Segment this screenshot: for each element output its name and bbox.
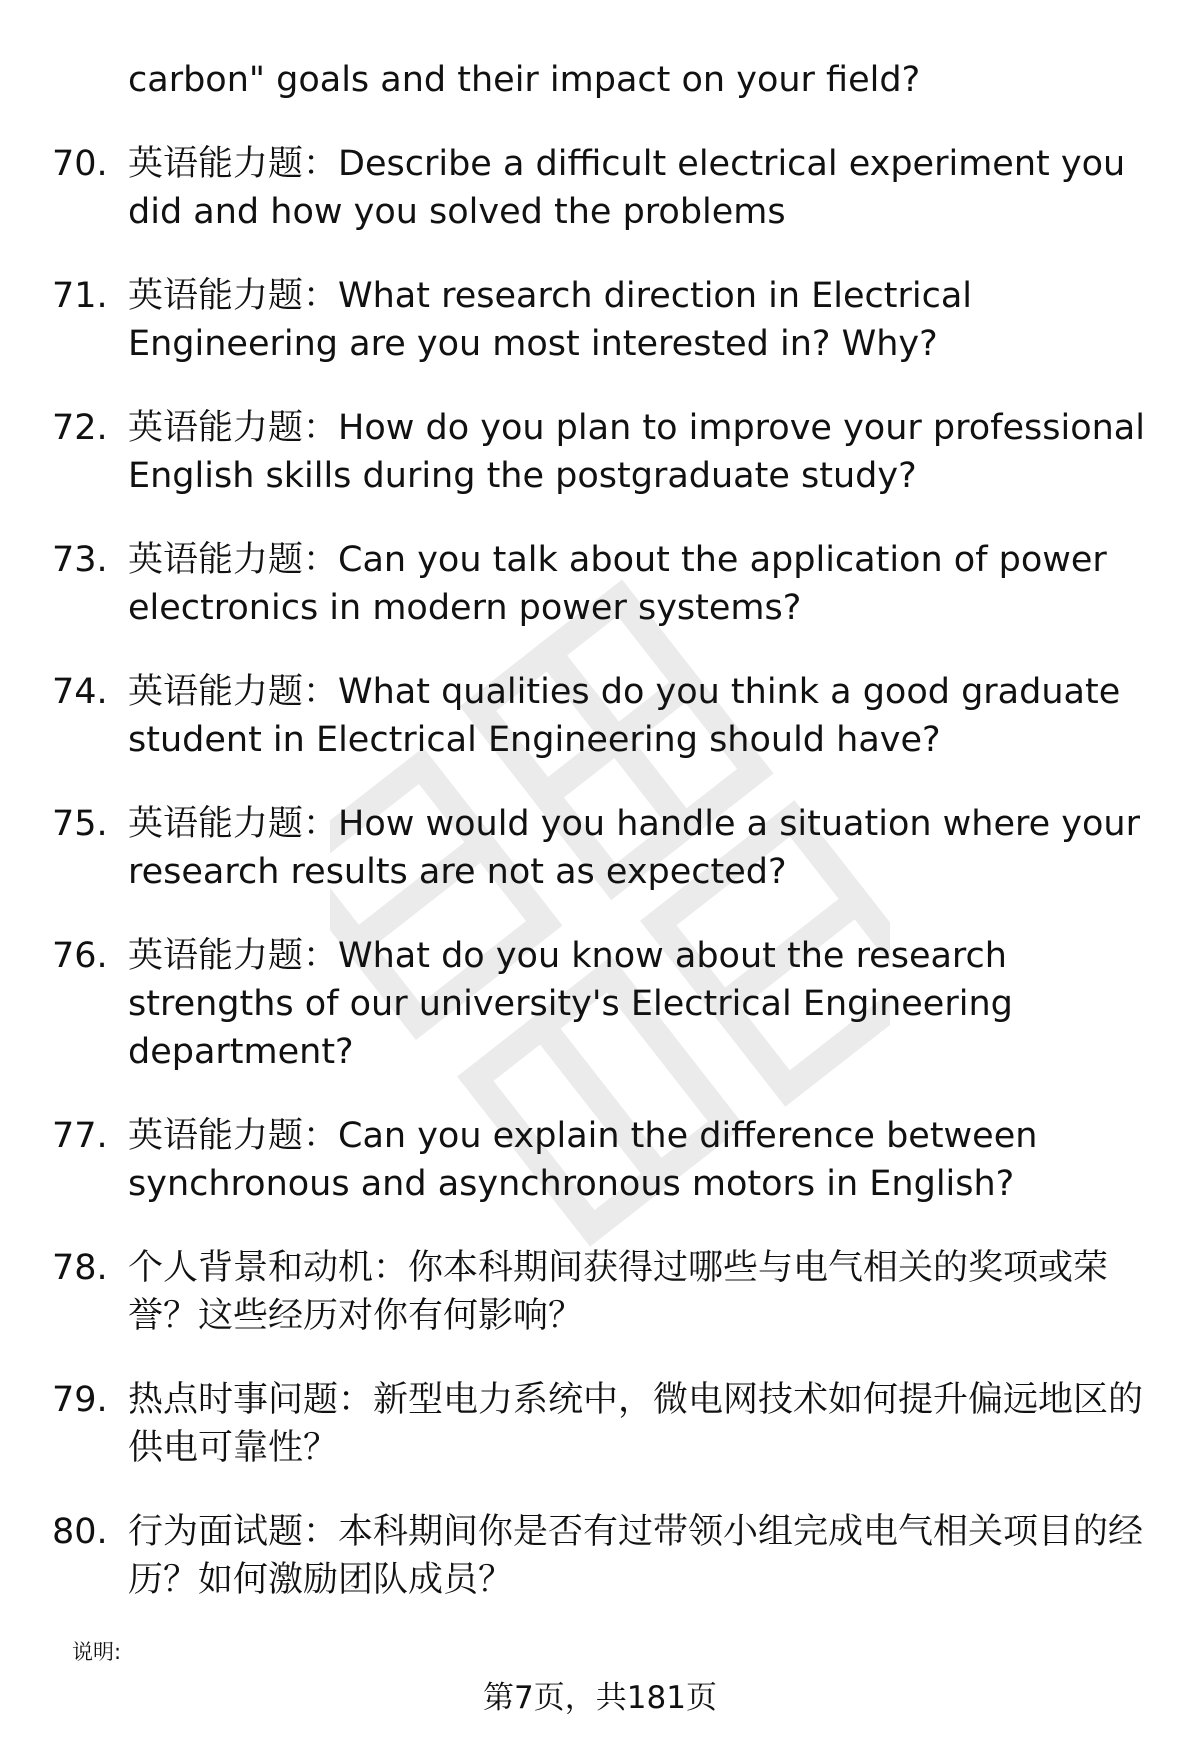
question-text: 英语能力题：Describe a difficult electrical experiment you did and how you solved the problems bbox=[128, 144, 1126, 232]
question-number: 74. bbox=[52, 672, 108, 712]
question-item bbox=[0, 932, 1168, 1076]
question-item bbox=[0, 800, 1168, 896]
question-item bbox=[0, 140, 1168, 236]
question-item bbox=[0, 536, 1168, 632]
question-item bbox=[0, 1508, 1168, 1604]
question-text: 英语能力题：How would you handle a situation where your research results are not as expected? bbox=[128, 804, 1140, 892]
question-list bbox=[0, 140, 1200, 1640]
page-number-footer: 第7页，共181页 bbox=[483, 1680, 717, 1716]
question-item bbox=[0, 1112, 1168, 1208]
question-item bbox=[0, 1376, 1168, 1472]
question-text: 英语能力题：How do you plan to improve your professional English skills during the postgraduate study? bbox=[128, 408, 1145, 496]
question-number: 78. bbox=[52, 1248, 108, 1288]
question-number: 77. bbox=[52, 1116, 108, 1156]
question-item bbox=[0, 1244, 1168, 1340]
question-number: 72. bbox=[52, 408, 108, 448]
note-label: 说明: bbox=[72, 1640, 122, 1664]
question-number: 76. bbox=[52, 936, 108, 976]
question-text: 行为面试题：本科期间你是否有过带领小组完成电气相关项目的经历？如何激励团队成员？ bbox=[128, 1512, 1144, 1600]
question-text: 英语能力题：What research direction in Electrical Engineering are you most interested in? Why? bbox=[128, 276, 973, 364]
question-text: 热点时事问题：新型电力系统中，微电网技术如何提升偏远地区的供电可靠性？ bbox=[128, 1380, 1144, 1468]
question-number: 79. bbox=[52, 1380, 108, 1420]
question-item bbox=[0, 668, 1168, 764]
question-number: 75. bbox=[52, 804, 108, 844]
question-text: 个人背景和动机：你本科期间获得过哪些与电气相关的奖项或荣誉？这些经历对你有何影响？ bbox=[128, 1248, 1109, 1336]
question-number: 80. bbox=[52, 1512, 108, 1552]
question-text: 英语能力题：Can you talk about the application of power electronics in modern power systems? bbox=[128, 540, 1107, 628]
question-number: 70. bbox=[52, 144, 108, 184]
question-number: 71. bbox=[52, 276, 108, 316]
question-item bbox=[0, 404, 1168, 500]
question-item bbox=[0, 272, 1168, 368]
question-number: 73. bbox=[52, 540, 108, 580]
question-text: 英语能力题：What do you know about the research strengths of our university's Electrical Engineering department? bbox=[128, 936, 1013, 1072]
question-text: 英语能力题：What qualities do you think a good graduate student in Electrical Engineering should have? bbox=[128, 672, 1121, 760]
continued-question-text: carbon" goals and their impact on your field? bbox=[128, 60, 921, 100]
question-text: 英语能力题：Can you explain the difference between synchronous and asynchronous motors in English? bbox=[128, 1116, 1038, 1204]
